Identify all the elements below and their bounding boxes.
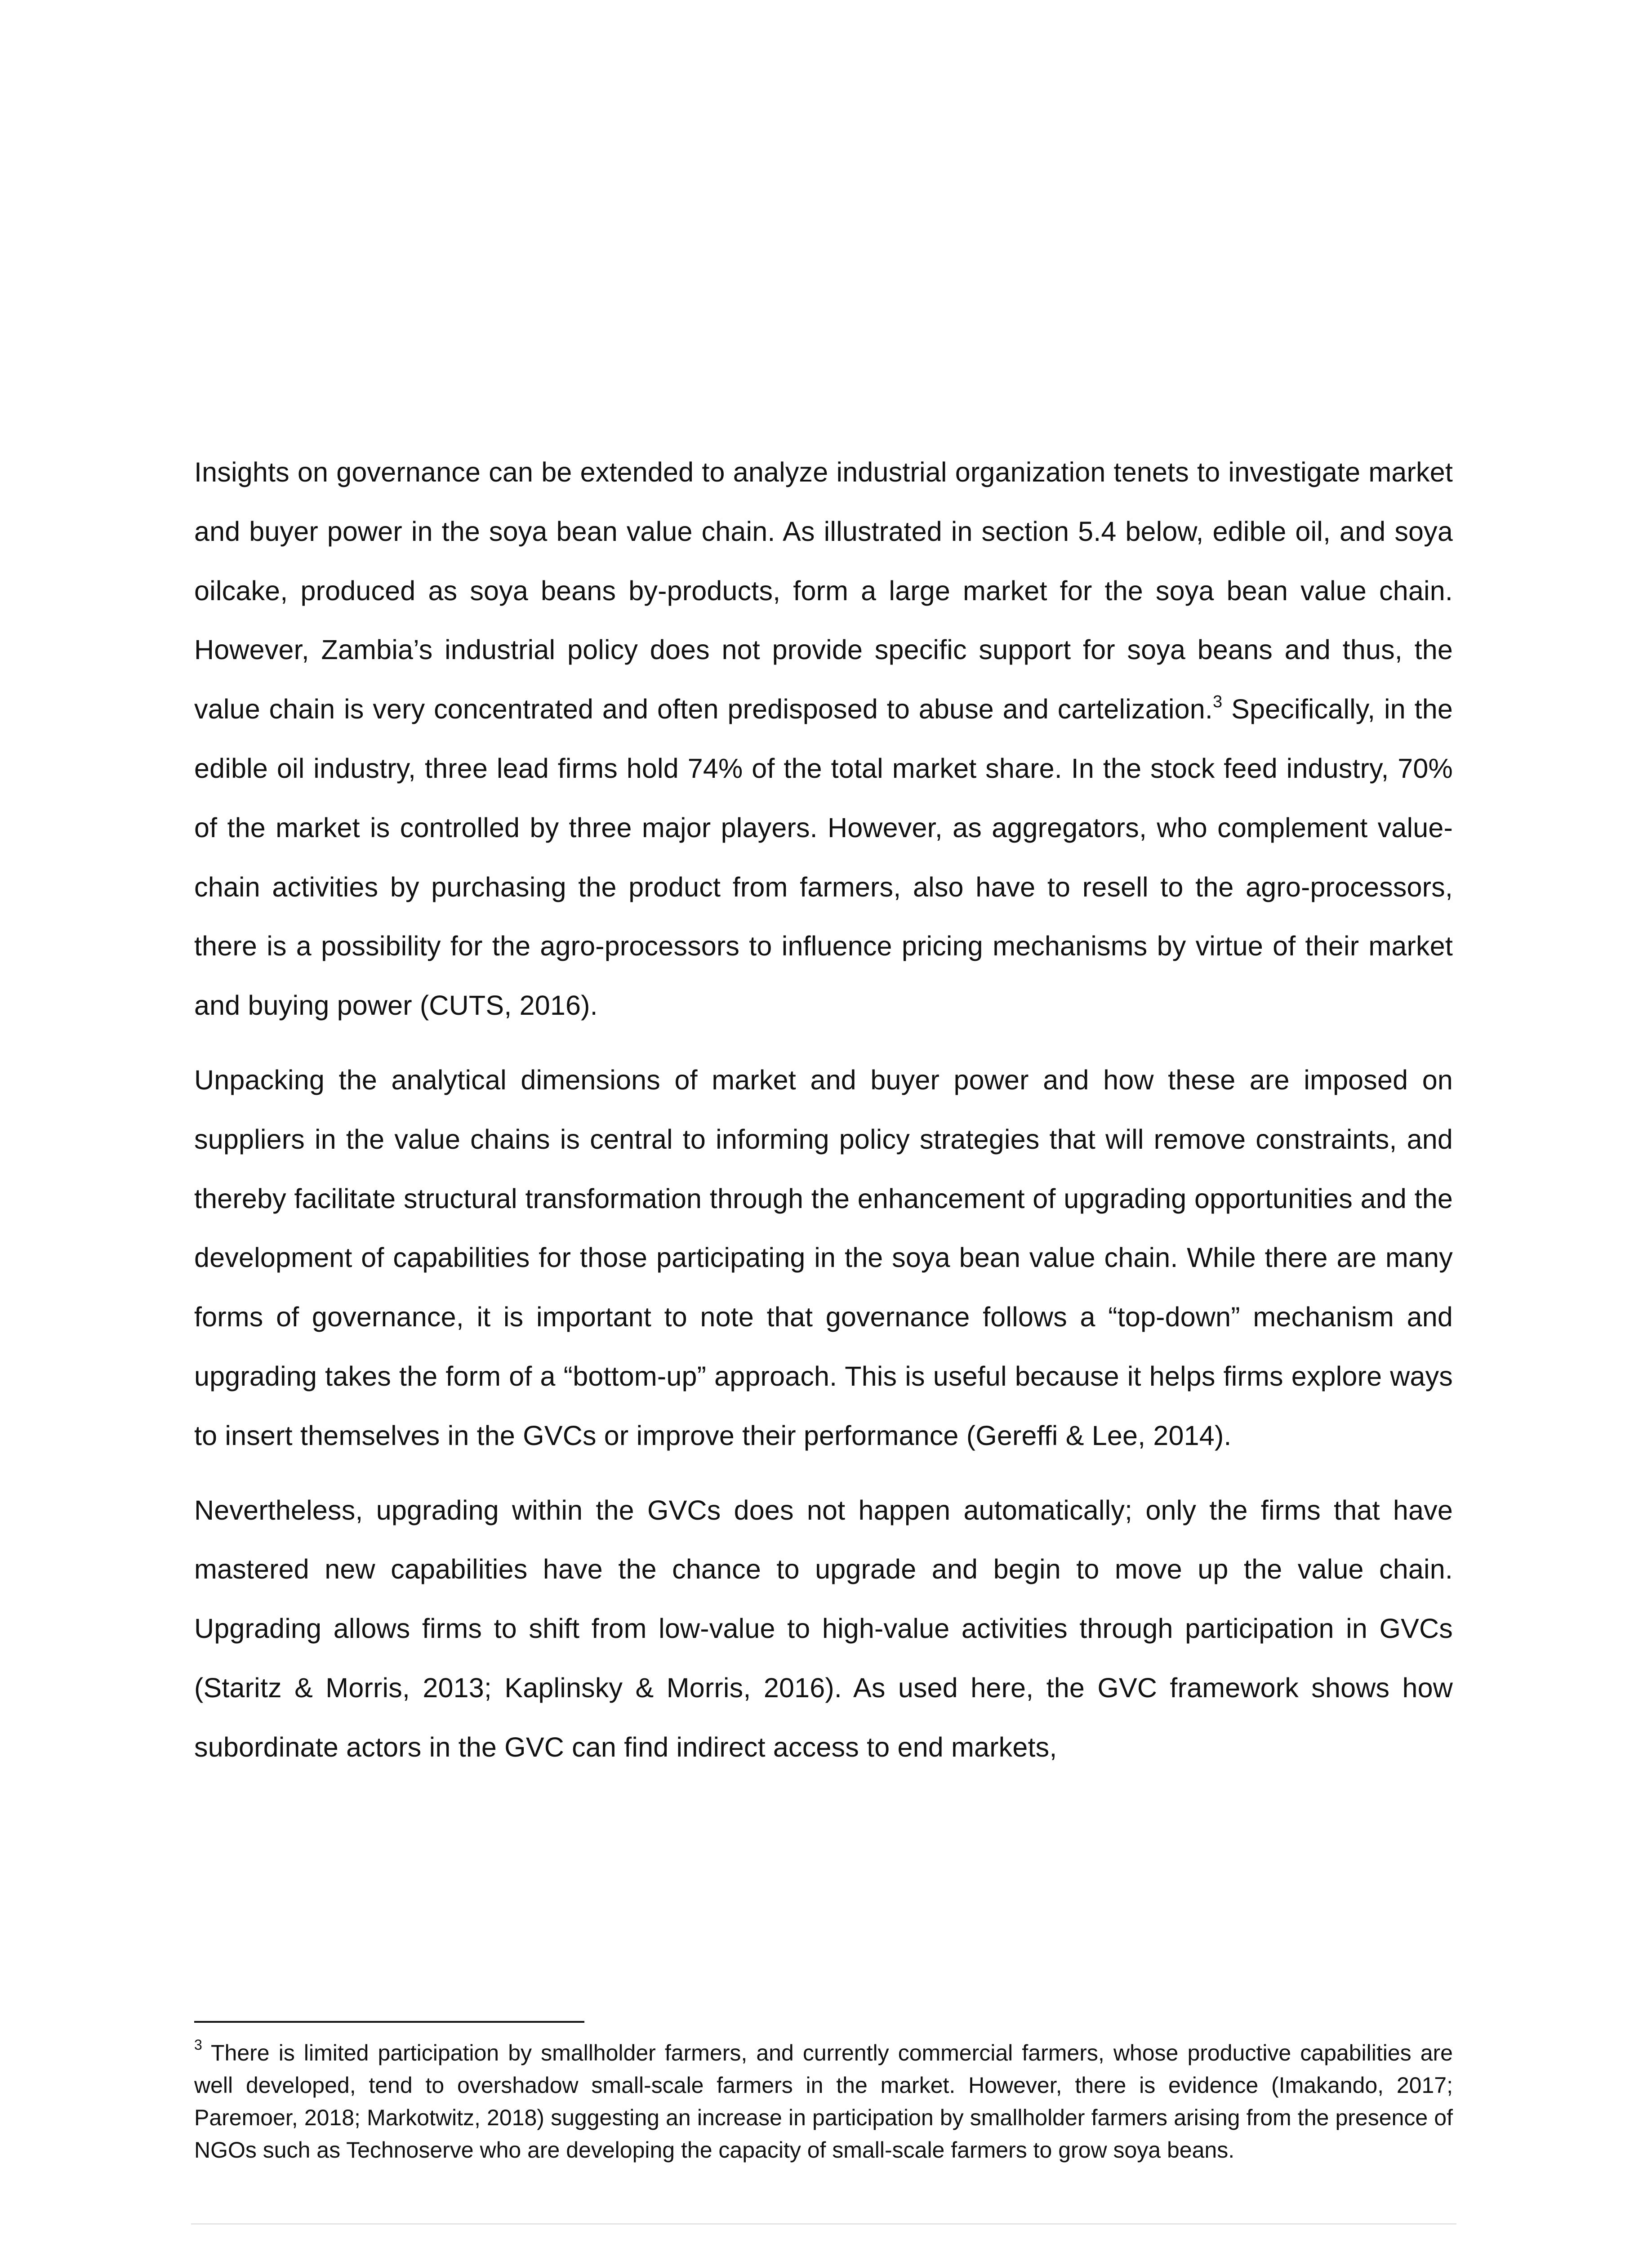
footer-divider	[191, 2223, 1456, 2225]
footnote-text: There is limited participation by smallholder farmers, and currently commercial farmers, whose productive capabilities are well developed, tend to overshadow small-scale farmers in the market. However, there is evidence (Imakando, 2017; Paremoer, 2018; Markotwitz, 2018) suggesting an increase in participation by smallholder farmers arising from the presence of NGOs such as Technoserve who are developing the capacity of small-scale farmers to grow soya beans.	[194, 2040, 1453, 2163]
paragraph-text: Insights on governance can be extended to analyze industrial organization tenets to investigate market and buyer power in the soya bean value chain. As illustrated in section 5.4 below, edible oil, and soya oilcake, produced as soya beans by-products, form a large market for the soya bean value chain. However, Zambia’s industrial policy does not provide specific support for soya beans and thus, the value chain is very concentrated and often predisposed to abuse and cartelization.	[194, 457, 1453, 725]
footnote	[194, 2037, 1453, 2166]
body-text	[194, 443, 1453, 1777]
paragraph-governance-insights	[194, 443, 1453, 1035]
footnote-marker: 3	[194, 2037, 202, 2053]
paragraph-market-buyer-power: Unpacking the analytical dimensions of market and buyer power and how these are imposed on suppliers in the value chains is central to informing policy strategies that will remove constraints, and thereby facilitate structural transformation through the enhancement of upgrading opportunities and the development of capabilities for those participating in the soya bean value chain. While there are many forms of governance, it is important to note that governance follows a “top-down” mechanism and upgrading takes the form of a “bottom-up” approach. This is useful because it helps firms explore ways to insert themselves in the GVCs or improve their performance (Gereffi & Lee, 2014).	[194, 1064, 1453, 1451]
footnote-reference[interactable]: 3	[1213, 692, 1223, 711]
paragraph-upgrading: Nevertheless, upgrading within the GVCs does not happen automatically; only the firms that have mastered new capabilities have the chance to upgrade and begin to move up the value chain. Upgrading allows firms to shift from low-value to high-value activities through participation in GVCs (Staritz & Morris, 2013; Kaplinsky & Morris, 2016). As used here, the GVC framework shows how subordinate actors in the GVC can find indirect access to end markets,	[194, 1494, 1453, 1762]
footnote-separator	[194, 2021, 584, 2023]
paragraph-text: Specifically, in the edible oil industry, three lead firms hold 74% of the total market share. In the stock feed industry, 70% of the market is controlled by three major players. However, as aggregators, who complement value-chain activities by purchasing the product from farmers, also have to resell to the agro-processors, there is a possibility for the agro-processors to influence pricing mechanisms by virtue of their market and buying power (CUTS, 2016).	[194, 694, 1453, 1021]
